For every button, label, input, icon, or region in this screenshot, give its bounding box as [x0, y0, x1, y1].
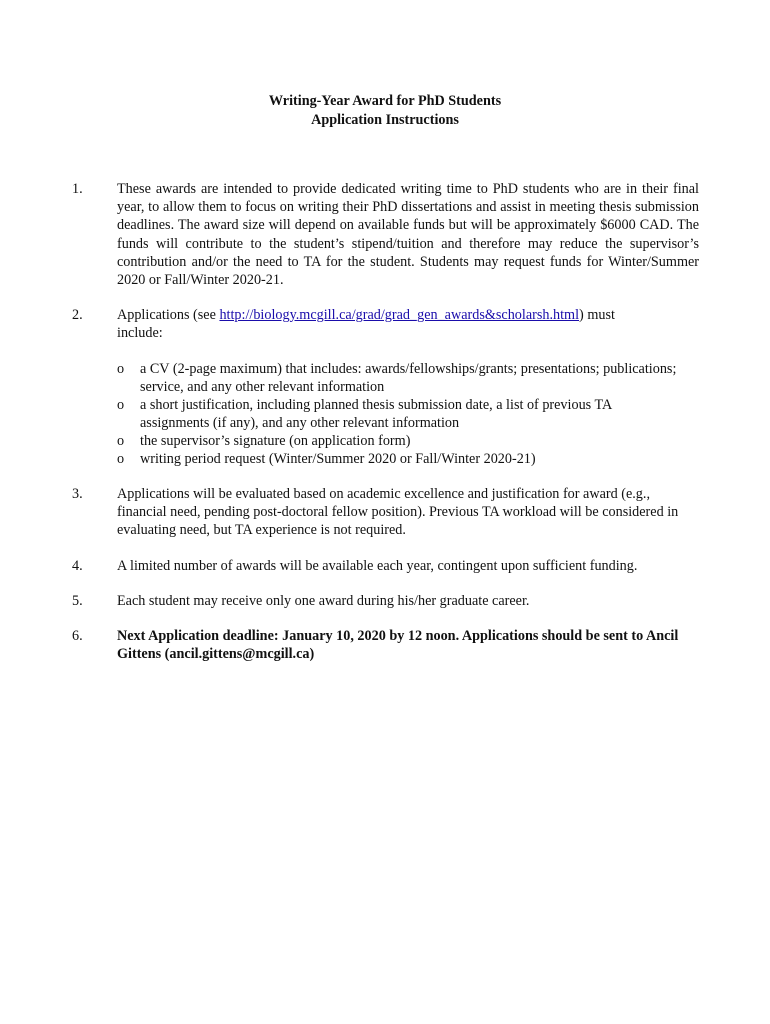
item-number: 4.	[72, 558, 83, 574]
sub-item-text: a short justification, including planned thesis submission date, a list of previous TA assignments (if any), and any other relevant information	[140, 397, 612, 432]
item-text: Each student may receive only one award during his/her graduate career.	[117, 593, 530, 609]
document-title	[0, 92, 770, 130]
sub-item-text: the supervisor’s signature (on application form)	[140, 433, 411, 449]
bullet-icon: o	[117, 361, 125, 377]
sub-item-text: writing period request (Winter/Summer 2020 or Fall/Winter 2020-21)	[140, 451, 536, 467]
item-number: 3.	[72, 486, 83, 502]
title-line-1: Writing-Year Award for PhD Students	[268, 93, 502, 109]
item-text: A limited number of awards will be available each year, contingent upon sufficient funding.	[117, 558, 638, 574]
bullet-icon: o	[117, 397, 125, 413]
item-number: 5.	[72, 593, 83, 609]
item-number: 2.	[72, 307, 83, 323]
item-text-after-link: ) must include:	[117, 307, 615, 342]
awards-page-link[interactable]: http://biology.mcgill.ca/grad/grad_gen_awards&scholarsh.html	[219, 307, 580, 323]
bullet-icon: o	[117, 451, 125, 467]
item-text-before-link: Applications (see	[117, 307, 220, 323]
item-text: These awards are intended to provide dedicated writing time to PhD students who are in their final year, to allow them to focus on writing their PhD dissertations and assist in meeting thesis submission deadlines. The award size will depend on available funds but will be approximately $6000 CAD. The funds will contribute to the student’s stipend/tuition and therefore may reduce the supervisor’s contribution and/or the need to TA for the student. Students may request funds for Winter/Summer 2020 or Fall/Winter 2020-21.	[117, 181, 699, 289]
item-number: 1.	[72, 181, 83, 197]
item-text	[117, 306, 657, 342]
deadline-notice: Next Application deadline: January 10, 2020 by 12 noon. Applications should be sent to Ancil Gittens (ancil.gittens@mcgill.ca)	[117, 628, 679, 663]
title-line-2: Application Instructions	[311, 112, 459, 128]
item-number: 6.	[72, 628, 83, 644]
item-text: Applications will be evaluated based on academic excellence and justification for award (e.g., financial need, pending post-doctoral fellow position). Previous TA workload will be considered in evaluating need, but TA experience is not required.	[117, 486, 679, 539]
sub-item-text: a CV (2-page maximum) that includes: awards/fellowships/grants; presentations; publications; service, and any other relevant information	[140, 361, 677, 396]
bullet-icon: o	[117, 433, 125, 449]
